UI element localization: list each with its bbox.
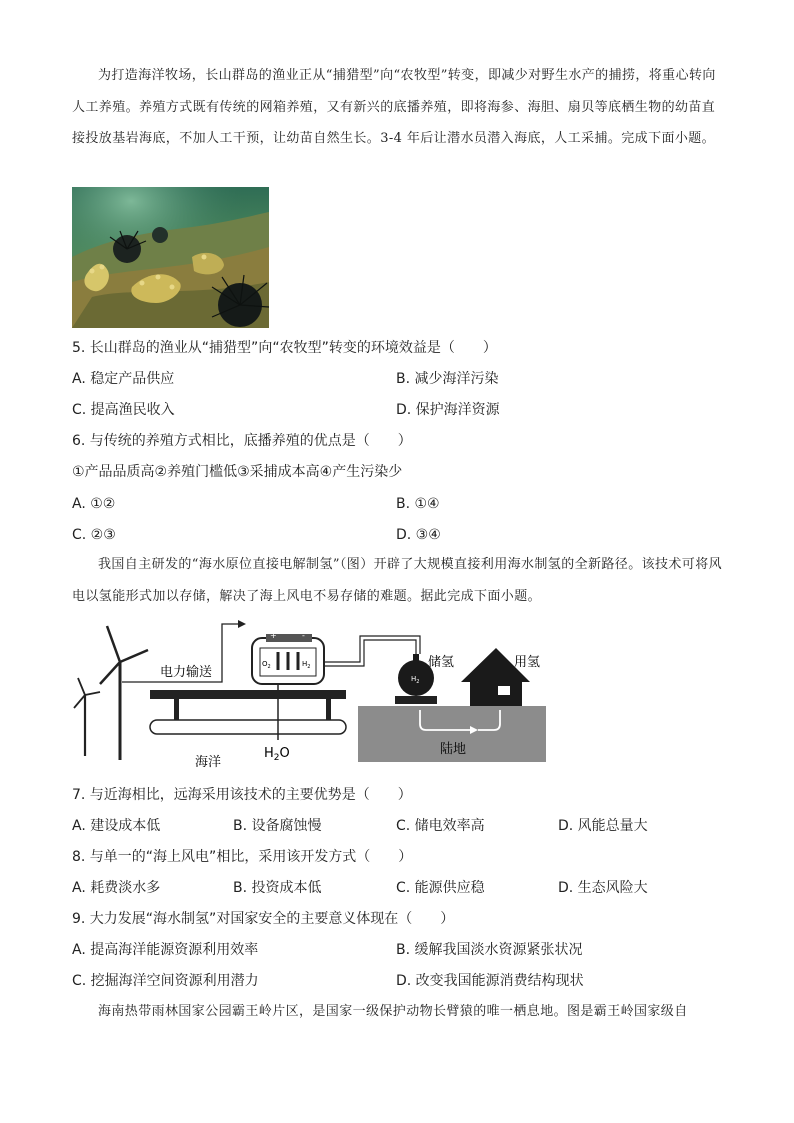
h2-sub: 2 [307,664,311,670]
q9-option-d[interactable]: D. 改变我国能源消费结构现状 [396,973,584,989]
use-label: 用氢 [514,655,541,670]
tank-sub: 2 [416,679,420,685]
plus-sign: + [270,631,277,640]
storage-label: 储氢 [428,655,455,670]
passage-3-text: 海南热带雨林国家公园霸王岭片区，是国家一级保护动物长臂猿的唯一栖息地。图是霸王岭国家级自 [98,1004,688,1019]
q8-option-d[interactable]: D. 生态风险大 [558,880,648,896]
o2-label: O [262,660,268,668]
q6-option-c[interactable]: C. ②③ [72,527,116,543]
q6-option-b[interactable]: B. ①④ [396,496,440,512]
h2-label: H [302,660,308,668]
question-9: 9. 大力发展“海水制氢”对国家安全的主要意义体现在（ ） [72,911,455,927]
q7-option-a[interactable]: A. 建设成本低 [72,818,161,834]
arrow-right-icon [238,620,246,628]
q9-option-b[interactable]: B. 缓解我国淡水资源紧张状况 [396,942,583,958]
q7-option-b[interactable]: B. 设备腐蚀慢 [233,818,322,834]
ocean-label: 海洋 [195,755,222,770]
q6-statements: ①产品品质高②养殖门槛低③采捕成本高④产生污染少 [72,464,403,480]
wind-turbine-large-icon [100,626,148,760]
question-7: 7. 与近海相比，远海采用该技术的主要优势是（ ） [72,787,412,803]
water-o: O [279,746,290,761]
passage-1-text: 为打造海洋牧场，长山群岛的渔业正从“捕猎型”向“农牧型”转变，即减少对野生水产的捕捞，将重心转向人工养殖。养殖方式既有传统的网箱养殖，又有新兴的底播养殖，即将海参、海胆、扇贝等底栖生物的幼苗直接投放基岩海底，不加人工干预，让幼苗自然生长。3-4 年后让潜水员潜入海底，人工采捕。完成下面小题。 [72,68,716,146]
electrolyzer [252,631,324,684]
question-8: 8. 与单一的“海上风电”相比，采用该开发方式（ ） [72,849,413,865]
wind-turbine-small-icon [74,678,100,756]
q7-option-d[interactable]: D. 风能总量大 [558,818,648,834]
q7-option-c[interactable]: C. 储电效率高 [396,818,485,834]
q8-option-b[interactable]: B. 投资成本低 [233,880,322,896]
svg-text:H2O [264,746,290,763]
question-5: 5. 长山群岛的渔业从“捕猎型”向“农牧型”转变的环境效益是（ ） [72,340,497,356]
seafloor-photo [72,187,269,328]
q9-option-a[interactable]: A. 提高海洋能源资源利用效率 [72,942,259,958]
water-h: H [264,746,274,761]
q9-option-c[interactable]: C. 挖掘海洋空间资源利用潜力 [72,973,259,989]
q5-option-b[interactable]: B. 减少海洋污染 [396,371,499,387]
q8-option-a[interactable]: A. 耗费淡水多 [72,880,161,896]
passage-2 [72,549,722,612]
q5-option-c[interactable]: C. 提高渔民收入 [72,402,175,418]
question-6: 6. 与传统的养殖方式相比，底播养殖的优点是（ ） [72,433,412,449]
power-label: 电力输送 [160,665,213,680]
o2-sub: 2 [267,664,271,670]
platform-pontoon [150,720,346,734]
q6-option-a[interactable]: A. ①② [72,496,116,512]
sea-cucumber-urchin-image [72,187,269,328]
tank-h: H [411,675,417,683]
passage-2-text: 我国自主研发的“海水原位直接电解制氢”（图）开辟了大规模直接利用海水制氢的全新路径。该技术可将风电以氢能形式加以存储，解决了海上风电不易存储的难题。据此完成下面小题。 [72,557,722,604]
passage-3 [72,996,722,1028]
platform-deck [150,690,346,699]
q6-option-d[interactable]: D. ③④ [396,527,441,543]
hydrogen-diagram [70,620,550,770]
land-label: 陆地 [440,742,467,757]
water-sub: 2 [273,753,280,763]
passage-1 [72,60,722,155]
q5-option-d[interactable]: D. 保护海洋资源 [396,402,500,418]
q8-option-c[interactable]: C. 能源供应稳 [396,880,485,896]
minus-sign: - [302,631,305,640]
q5-option-a[interactable]: A. 稳定产品供应 [72,371,175,387]
